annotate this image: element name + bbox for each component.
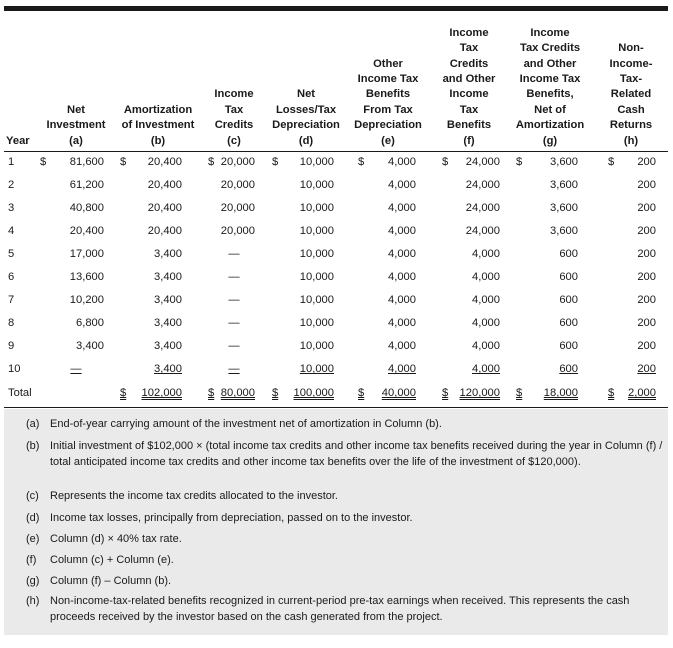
currency-symbol: $ xyxy=(442,387,449,399)
cell-g: 3,600 xyxy=(550,225,578,237)
currency-symbol: $ xyxy=(442,156,449,168)
column-header-d-line: Losses/Tax xyxy=(275,103,337,116)
row-year: 4 xyxy=(8,225,15,237)
cell-c: 20,000 xyxy=(220,156,255,168)
cell-d: 10,000 xyxy=(299,363,334,375)
cell-b: 20,400 xyxy=(147,202,182,214)
row-year: 2 xyxy=(8,179,15,191)
currency-symbol: $ xyxy=(516,156,523,168)
cell-f: 4,000 xyxy=(472,363,500,375)
cell-d: 10,000 xyxy=(299,225,334,237)
column-header-f-line: Credits xyxy=(449,57,489,70)
column-header-f-line: (f) xyxy=(463,134,475,147)
total-g: 18,000 xyxy=(543,387,578,399)
cell-e: 4,000 xyxy=(388,294,416,306)
cell-b: 3,400 xyxy=(154,340,182,352)
cell-d: 10,000 xyxy=(299,271,334,283)
cell-c: 20,000 xyxy=(220,179,255,191)
cell-f: 24,000 xyxy=(465,202,500,214)
row-year: 3 xyxy=(8,202,15,214)
column-header-e-line: Income Tax xyxy=(357,73,419,85)
cell-h: 200 xyxy=(637,363,656,375)
row-year: 7 xyxy=(8,294,15,306)
currency-symbol: $ xyxy=(272,156,279,168)
cell-f: 4,000 xyxy=(472,340,500,352)
cell-h: 200 xyxy=(637,340,656,352)
cell-c-dash: — xyxy=(228,294,240,306)
currency-symbol: $ xyxy=(120,156,127,168)
cell-c-dash: — xyxy=(228,271,240,283)
footnote-text: Column (d) × 40% tax rate. xyxy=(50,533,182,545)
currency-symbol: $ xyxy=(358,387,365,399)
row-year: 8 xyxy=(8,317,15,329)
cell-g: 600 xyxy=(559,317,578,329)
column-header-c-line: Credits xyxy=(214,119,254,132)
cell-h: 200 xyxy=(637,294,656,306)
footnote-text: Column (c) + Column (e). xyxy=(50,554,174,566)
cell-e: 4,000 xyxy=(388,317,416,329)
column-header-a-line: (a) xyxy=(69,134,83,147)
cell-e: 4,000 xyxy=(388,363,416,375)
total-c: 80,000 xyxy=(220,387,255,399)
cell-h: 200 xyxy=(637,179,656,191)
column-header-c-line: Tax xyxy=(224,103,244,116)
cell-h: 200 xyxy=(637,202,656,214)
cell-a: 10,200 xyxy=(69,294,104,306)
cell-e: 4,000 xyxy=(388,202,416,214)
cell-g: 3,600 xyxy=(550,179,578,191)
footnote-label: (g) xyxy=(26,575,40,587)
cell-h: 200 xyxy=(637,317,656,329)
footnote-label: (c) xyxy=(26,490,39,502)
total-b: 102,000 xyxy=(141,387,182,399)
column-header-b-line: Amortization xyxy=(123,103,193,116)
cell-a: 81,600 xyxy=(69,156,104,168)
column-header-g-line: Amortization xyxy=(515,119,585,132)
currency-symbol: $ xyxy=(120,387,127,399)
cell-b: 20,400 xyxy=(147,225,182,237)
column-header-g-line: and Other xyxy=(523,57,577,70)
total-label: Total xyxy=(8,387,32,399)
column-header-d-line: Net xyxy=(296,88,316,101)
cell-g: 600 xyxy=(559,363,578,375)
cell-g: 600 xyxy=(559,271,578,283)
column-header-e-line: (e) xyxy=(381,134,395,147)
column-header-h-line: Tax- xyxy=(619,73,643,85)
cell-c-dash: — xyxy=(228,248,240,260)
column-header-e-line: Benefits xyxy=(365,88,411,101)
cell-h: 200 xyxy=(637,156,656,168)
top-rule xyxy=(4,6,668,11)
column-header-f-line: Income xyxy=(449,88,489,101)
footnote-text: Represents the income tax credits allocated to the investor. xyxy=(50,490,338,502)
row-year: 5 xyxy=(8,248,15,260)
total-d: 100,000 xyxy=(293,387,334,399)
column-header-h-line: Non- xyxy=(618,42,644,55)
cell-b: 3,400 xyxy=(154,363,182,375)
cell-e: 4,000 xyxy=(388,248,416,260)
column-header-c-line: Income xyxy=(214,88,254,101)
cell-h: 200 xyxy=(637,225,656,237)
cell-d: 10,000 xyxy=(299,294,334,306)
cell-g: 3,600 xyxy=(550,202,578,214)
footnote-label: (f) xyxy=(26,554,37,566)
cell-g: 600 xyxy=(559,340,578,352)
footnote-label: (b) xyxy=(26,440,40,452)
cell-c-dash: — xyxy=(228,340,240,352)
column-header-e-line: Depreciation xyxy=(354,119,422,132)
column-header-g-line: Tax Credits xyxy=(519,42,581,55)
cell-h: 200 xyxy=(637,271,656,283)
cell-a: 6,800 xyxy=(76,317,104,329)
column-header-f-line: Tax xyxy=(459,42,479,55)
currency-symbol: $ xyxy=(608,387,615,399)
cell-h: 200 xyxy=(637,248,656,260)
column-header-f-line: Benefits xyxy=(446,119,492,132)
footnote-label: (d) xyxy=(26,512,40,524)
column-header-g-line: Benefits, xyxy=(526,88,574,101)
footnote-text: Non-income-tax-related benefits recognized in current-period pre-tax earnings when received. This represents the cash proceeds received by the investor based on the cash generated from the project. xyxy=(50,595,630,623)
column-header-h-line: Cash xyxy=(617,103,645,116)
cell-d: 10,000 xyxy=(299,179,334,191)
cell-d: 10,000 xyxy=(299,317,334,329)
cell-f: 4,000 xyxy=(472,271,500,283)
column-header-g-line: Income Tax xyxy=(519,73,581,86)
cell-f: 24,000 xyxy=(465,156,500,168)
column-header-h-line: Income- xyxy=(609,57,653,70)
column-header-f-line: and Other xyxy=(442,73,496,86)
column-header-year: Year xyxy=(6,134,30,147)
cell-a: 61,200 xyxy=(69,179,104,191)
footnote-label: (a) xyxy=(26,418,40,430)
cell-c: 20,000 xyxy=(220,225,255,237)
column-header-b-line: (b) xyxy=(150,134,166,147)
footnote-label: (e) xyxy=(26,533,40,545)
footnote-text: Initial investment of $102,000 × (total income tax credits and other income tax benefits received during the year in Column (f) / total anticipated income tax credits and other income tax benefits over the life of the investment of $120,000). xyxy=(50,440,663,468)
cell-e: 4,000 xyxy=(388,156,416,168)
total-e: 40,000 xyxy=(381,387,416,399)
cell-e: 4,000 xyxy=(388,271,416,283)
cell-c-dash: — xyxy=(228,317,240,329)
cell-e: 4,000 xyxy=(388,340,416,352)
cell-g: 600 xyxy=(559,294,578,306)
cell-d: 10,000 xyxy=(299,156,334,168)
column-header-a-line: Net xyxy=(66,103,86,116)
cell-c-dash: — xyxy=(228,363,240,375)
cell-a: 13,600 xyxy=(69,271,104,283)
total-h: 2,000 xyxy=(628,387,656,399)
cell-d: 10,000 xyxy=(299,340,334,352)
column-header-a-line: Investment xyxy=(46,119,106,132)
column-header-g-line: (g) xyxy=(542,134,558,147)
cell-d: 10,000 xyxy=(299,202,334,214)
column-header-b-line: of Investment xyxy=(121,119,195,132)
cell-b: 3,400 xyxy=(154,294,182,306)
cell-c: 20,000 xyxy=(220,202,255,214)
column-header-e-line: From Tax xyxy=(363,103,413,116)
footnote-text: Column (f) – Column (b). xyxy=(50,575,172,587)
currency-symbol: $ xyxy=(208,387,215,399)
column-header-h-line: (h) xyxy=(623,134,639,147)
cell-a: 17,000 xyxy=(69,248,104,260)
currency-symbol: $ xyxy=(516,387,523,399)
currency-symbol: $ xyxy=(608,156,615,168)
cell-g: 600 xyxy=(559,248,578,260)
cell-a: 3,400 xyxy=(76,340,104,352)
cell-b: 3,400 xyxy=(154,248,182,260)
column-header-f-line: Tax xyxy=(459,103,479,116)
column-header-d-line: (d) xyxy=(298,134,314,147)
column-header-h-line: Related xyxy=(610,88,652,101)
footnotes-panel xyxy=(4,409,668,635)
table-bottom-rule xyxy=(4,407,668,408)
cell-f: 24,000 xyxy=(465,179,500,191)
footnote-text: Income tax losses, principally from depreciation, passed on to the investor. xyxy=(50,512,413,524)
cell-g: 3,600 xyxy=(550,156,578,168)
header-rule xyxy=(4,151,668,152)
row-year: 10 xyxy=(8,363,21,375)
currency-symbol: $ xyxy=(40,156,47,168)
currency-symbol: $ xyxy=(272,387,279,399)
column-header-h-line: Returns xyxy=(609,119,653,132)
cell-d: 10,000 xyxy=(299,248,334,260)
column-header-d-line: Depreciation xyxy=(272,119,340,132)
currency-symbol: $ xyxy=(358,156,365,168)
cell-a-dash: — xyxy=(70,363,82,375)
footnote-label: (h) xyxy=(26,595,40,607)
cell-a: 40,800 xyxy=(69,202,104,214)
currency-symbol: $ xyxy=(208,156,215,168)
cell-e: 4,000 xyxy=(388,179,416,191)
column-header-f-line: Income xyxy=(449,26,489,39)
column-header-g-line: Net of xyxy=(534,103,566,116)
column-header-e-line: Other xyxy=(373,57,403,70)
cell-f: 4,000 xyxy=(472,317,500,329)
cell-f: 4,000 xyxy=(472,248,500,260)
cell-b: 3,400 xyxy=(154,317,182,329)
cell-b: 20,400 xyxy=(147,179,182,191)
cell-f: 24,000 xyxy=(465,225,500,237)
column-header-g-line: Income xyxy=(530,26,570,39)
total-f: 120,000 xyxy=(459,387,500,399)
column-header-h xyxy=(576,41,673,149)
cell-b: 20,400 xyxy=(147,156,182,168)
row-year: 1 xyxy=(8,156,15,168)
cell-b: 3,400 xyxy=(154,271,182,283)
cell-e: 4,000 xyxy=(388,225,416,237)
footnote-text: End-of-year carrying amount of the investment net of amortization in Column (b). xyxy=(50,418,442,430)
cell-a: 20,400 xyxy=(69,225,104,237)
row-year: 6 xyxy=(8,271,15,283)
row-year: 9 xyxy=(8,340,15,352)
cell-f: 4,000 xyxy=(472,294,500,306)
column-header-c-line: (c) xyxy=(227,134,241,147)
